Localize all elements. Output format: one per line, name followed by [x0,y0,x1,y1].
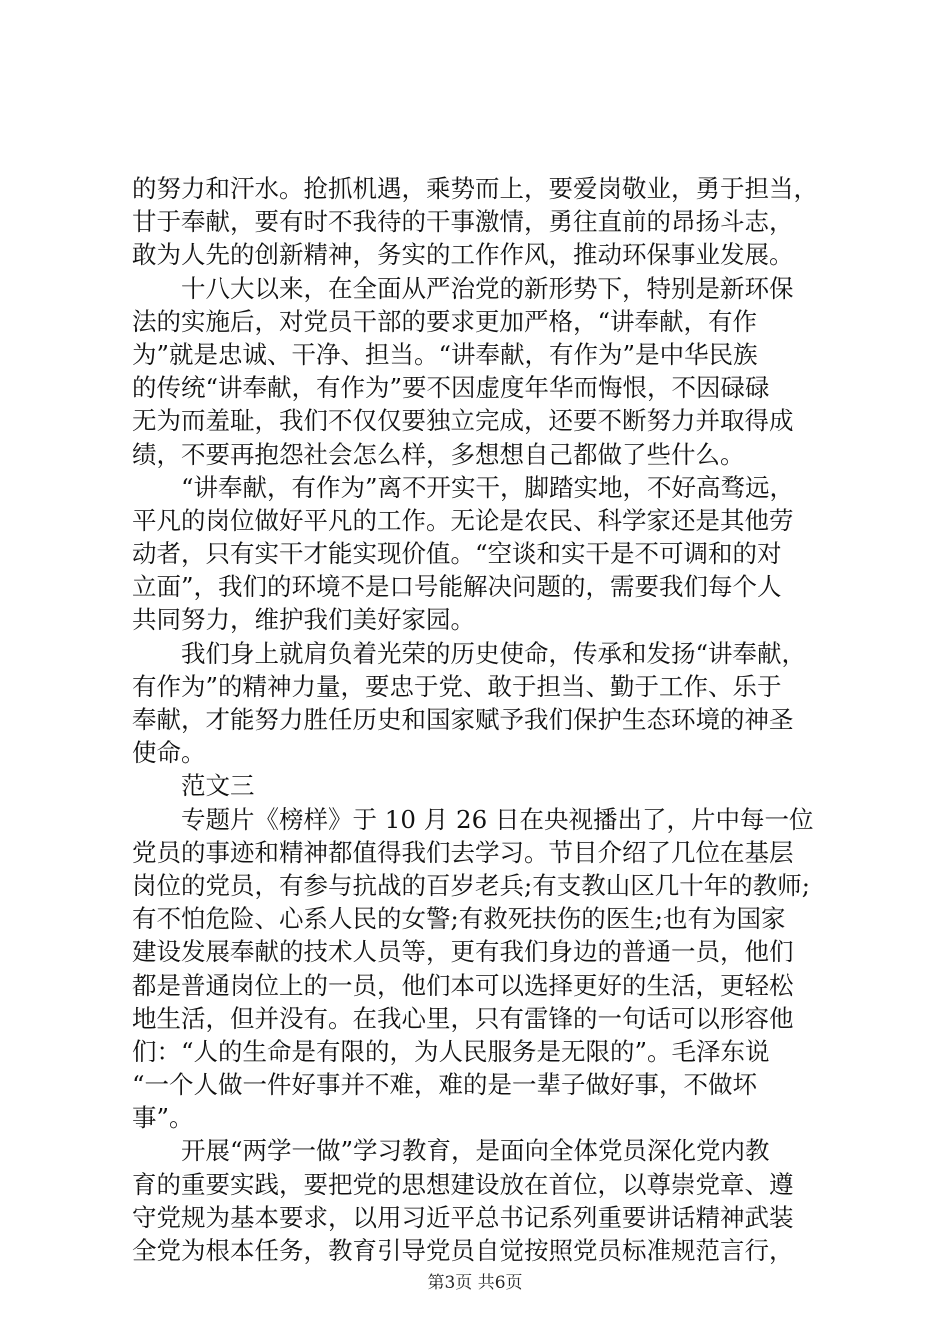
text-line: 甘于奉献，要有时不我待的干事激情，勇往直前的昂扬斗志， [132,207,794,237]
text-line: 立面”，我们的环境不是口号能解决问题的，需要我们每个人 [132,572,782,602]
text-line: 开展“两学一做”学习教育，是面向全体党员深化党内教 [132,1136,770,1166]
text-line: 的传统“讲奉献，有作为”要不因虚度年华而悔恨，不因碌碌 [132,373,770,403]
text-line: 使命。 [132,738,206,768]
text-line: 为”就是忠诚、干净、担当。“讲奉献，有作为”是中华民族 [132,339,758,369]
text-line: 都是普通岗位上的一员，他们本可以选择更好的生活，更轻松 [132,970,794,1000]
text-line: 全党为根本任务，教育引导党员自觉按照党员标准规范言行， [132,1236,794,1265]
text-line: 的努力和汗水。抢抓机遇，乘势而上，要爱岗敬业，勇于担当， [132,174,818,203]
text-line: 平凡的岗位做好平凡的工作。无论是农民、科学家还是其他劳 [132,505,794,535]
text-line: 奉献，才能努力胜任历史和国家赋予我们保护生态环境的神圣 [132,705,794,734]
text-line: 建设发展奉献的技术人员等，更有我们身边的普通一员，他们 [132,937,794,967]
body-text [132,172,832,1267]
page-footer: 第3页 共6页 [427,1273,523,1293]
text-line: 十八大以来，在全面从严治党的新形势下，特别是新环保 [132,273,794,303]
text-line: 守党规为基本要求，以用习近平总书记系列重要讲话精神武装 [132,1202,794,1232]
text-line: 有不怕危险、心系人民的女警;有救死扶伤的医生;也有为国家 [132,904,786,934]
text-line: “讲奉献，有作为”离不开实干，脚踏实地，不好高骛远， [132,472,795,502]
text-line: 动者，只有实干才能实现价值。“空谈和实干是不可调和的对 [132,539,782,569]
text-line: 党员的事迹和精神都值得我们去学习。节目介绍了几位在基层 [132,837,794,867]
text-line: “一个人做一件好事并不难，难的是一辈子做好事，不做坏 [132,1070,758,1100]
text-line: 专题片《榜样》于 10 月 26 日在央视播出了，片中每一位 [132,804,814,834]
text-line: 范文三 [132,771,255,801]
text-line: 育的重要实践，要把党的思想建设放在首位，以尊崇党章、遵 [132,1169,794,1199]
text-line: 地生活，但并没有。在我心里，只有雷锋的一句话可以形容他 [132,1003,794,1033]
text-line: 共同努力，维护我们美好家园。 [132,605,475,635]
text-line: 绩，不要再抱怨社会怎么样，多想想自己都做了些什么。 [132,439,745,469]
text-line: 敢为人先的创新精神，务实的工作作风，推动环保事业发展。 [132,240,794,270]
text-line: 岗位的党员，有参与抗战的百岁老兵;有支教山区几十年的教师; [132,870,811,900]
text-line: 我们身上就肩负着光荣的历史使命，传承和发扬“讲奉献， [132,638,807,668]
text-line: 事”。 [132,1103,194,1133]
text-line: 法的实施后，对党员干部的要求更加严格，“讲奉献，有作 [132,306,758,336]
text-line: 有作为”的精神力量，要忠于党、敢于担当、勤于工作、乐于 [132,671,782,701]
text-line: 无为而羞耻，我们不仅仅要独立完成，还要不断努力并取得成 [132,406,794,436]
text-line: 们：“人的生命是有限的，为人民服务是无限的”。毛泽东说 [132,1036,770,1066]
